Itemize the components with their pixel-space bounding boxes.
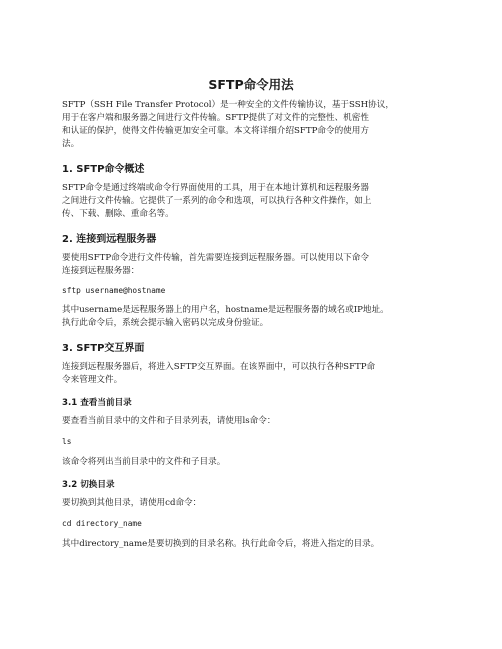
section-3-2-heading: 3.2 切换目录 xyxy=(62,480,115,490)
section-3-line-2: 令来管理文件。 xyxy=(62,375,123,385)
section-3-line-1: 连接到远程服务器后，将进入SFTP交互界面。在该界面中，可以执行各种SFTP命 xyxy=(62,362,376,372)
section-3-1-heading: 3.1 查看当前目录 xyxy=(62,398,132,408)
section-3-2-line: 要切换到其他目录，请使用cd命令： xyxy=(62,498,202,508)
section-2-line-1: 要使用SFTP命令进行文件传输，首先需要连接到远程服务器。可以使用以下命令 xyxy=(62,253,369,263)
section-1-heading: 1. SFTP命令概述 xyxy=(62,164,145,175)
section-2-after-2: 执行此命令后，系统会提示输入密码以完成身份验证。 xyxy=(62,318,269,328)
section-3-2-code: cd directory_name xyxy=(62,519,142,528)
section-3-1-line: 要查看当前目录中的文件和子目录列表，请使用ls命令： xyxy=(62,416,276,426)
section-2-after-1: 其中username是远程服务器上的用户名，hostname是远程服务器的域名或IP地址。 xyxy=(62,305,389,315)
intro-line-3: 和认证的保护，使得文件传输更加安全可靠。本文将详细介绍SFTP命令的使用方 xyxy=(62,126,369,136)
section-2-heading: 2. 连接到远程服务器 xyxy=(62,234,157,245)
intro-line-4: 法。 xyxy=(62,139,80,149)
section-3-1-code: ls xyxy=(62,437,72,446)
section-3-2-after: 其中directory_name是要切换到的目录名称。执行此命令后，将进入指定的目录。 xyxy=(62,539,380,549)
section-1-line-3: 传、下载、删除、重命名等。 xyxy=(62,209,174,219)
intro-line-1: SFTP（SSH File Transfer Protocol）是一种安全的文件传输协议，基于SSH协议， xyxy=(62,100,394,110)
section-1-line-1: SFTP命令是通过终端或命令行界面使用的工具，用于在本地计算机和远程服务器 xyxy=(62,183,369,193)
section-3-heading: 3. SFTP交互界面 xyxy=(62,343,145,354)
document-title: SFTP命令用法 xyxy=(208,77,294,92)
section-2-line-2: 连接到远程服务器： xyxy=(62,266,140,276)
intro-line-2: 用于在客户端和服务器之间进行文件传输。SFTP提供了对文件的完整性、机密性 xyxy=(62,113,369,123)
section-3-1-after: 该命令将列出当前目录中的文件和子目录。 xyxy=(62,457,226,467)
section-2-code: sftp username@hostname xyxy=(62,286,166,295)
section-1-line-2: 之间进行文件传输。它提供了一系列的命令和选项，可以执行各种文件操作，如上 xyxy=(62,196,372,206)
